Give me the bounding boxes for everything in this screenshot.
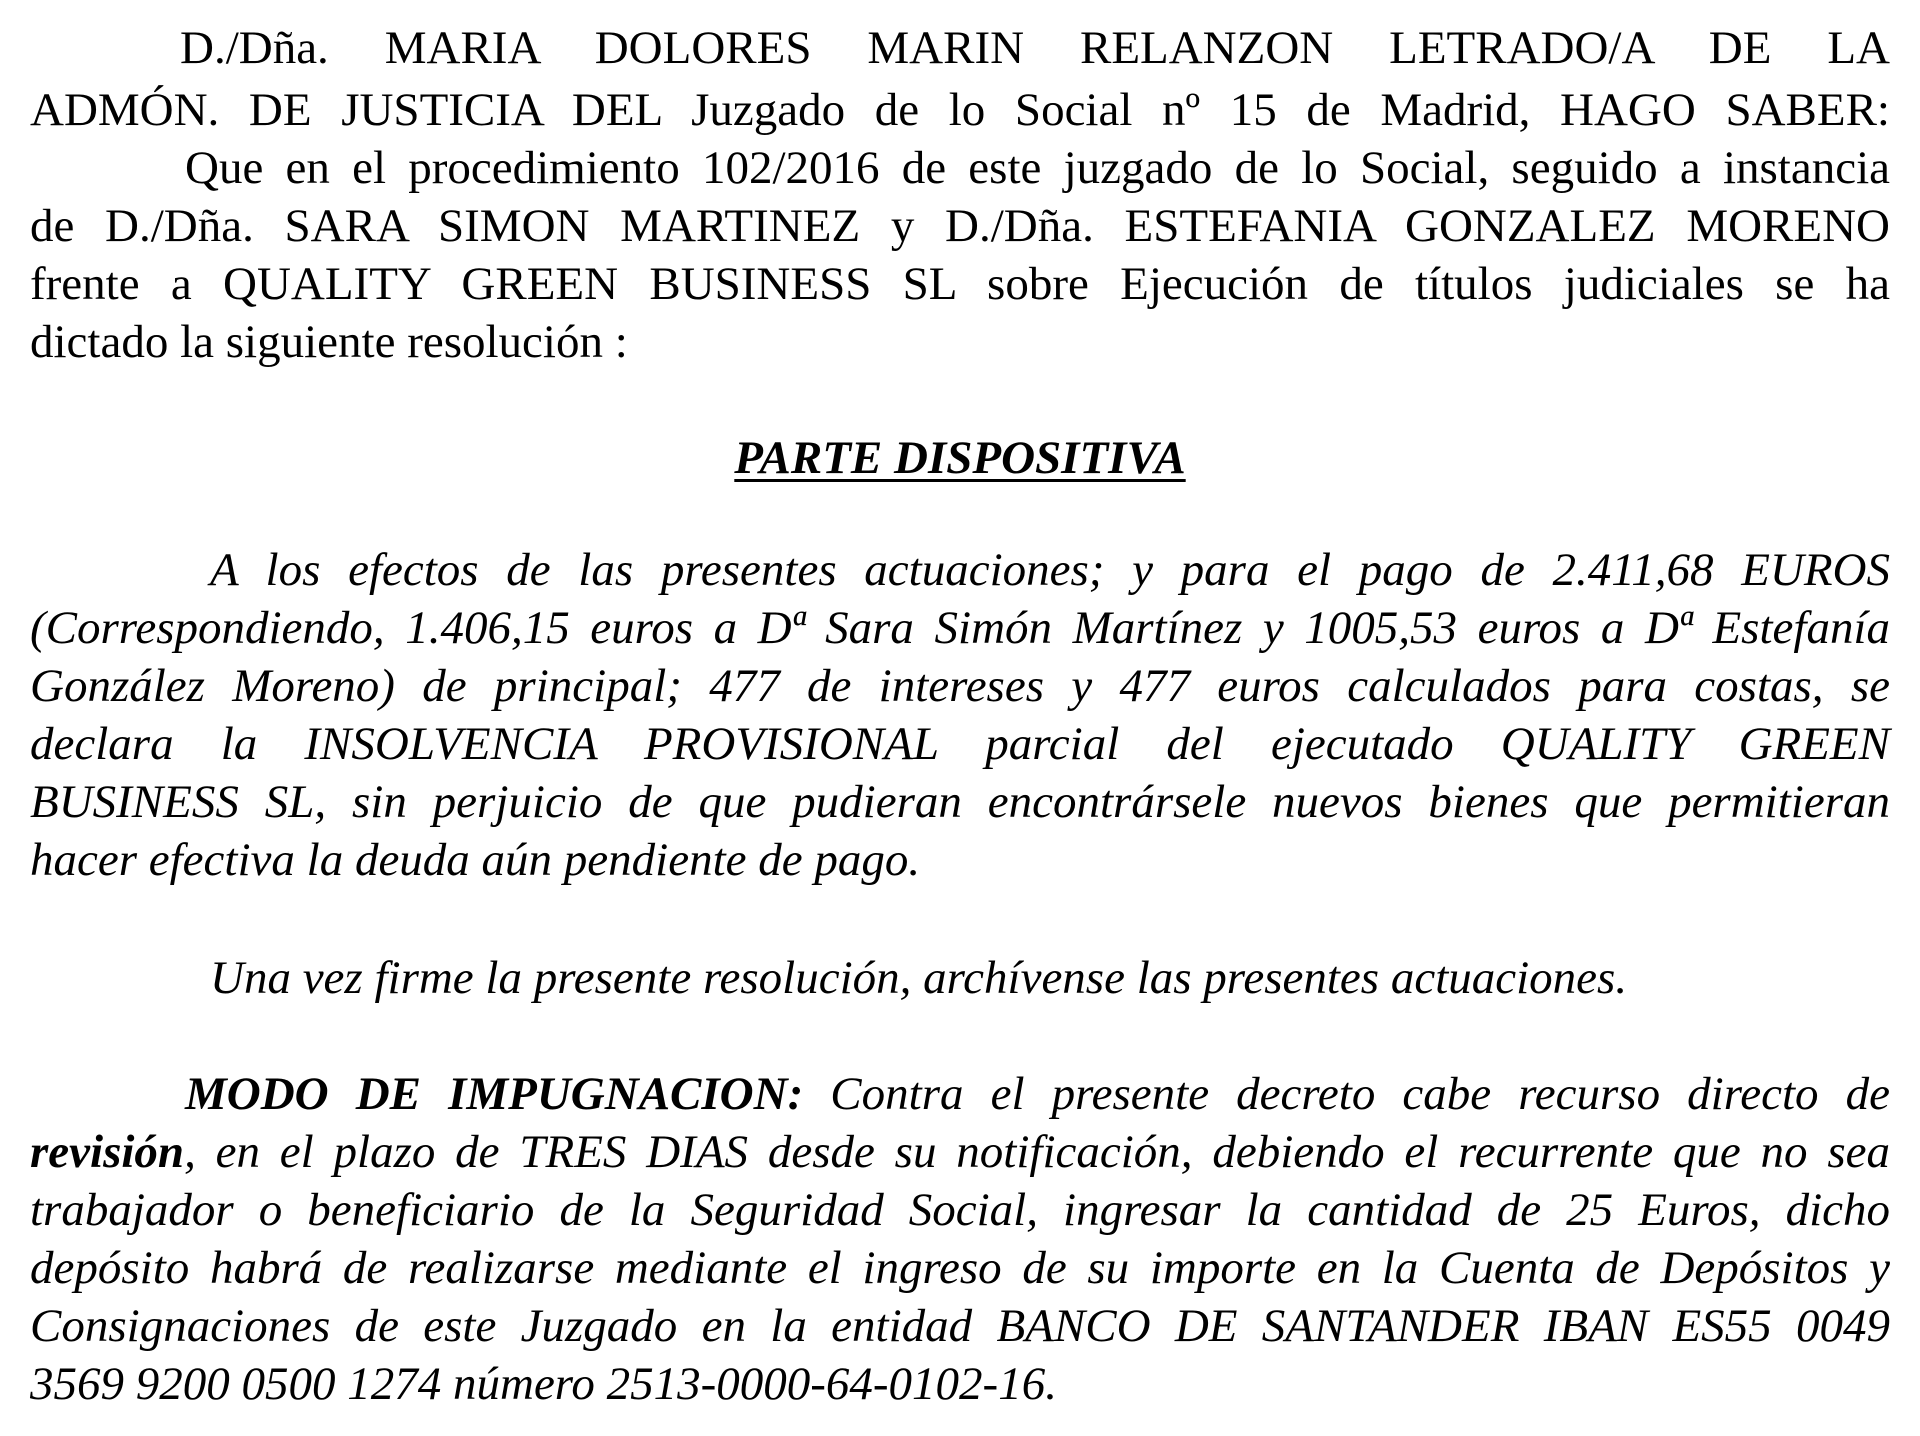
header-line-5: frente a QUALITY GREEN BUSINESS SL sobre Ejecución de títulos judiciales se ha bbox=[30, 258, 1890, 310]
dispositive-line-1: A los efectos de las presentes actuaciones; y para el pago de 2.411,68 EUROS bbox=[210, 544, 1890, 596]
impugnacion-line-2-text: , en el plazo de TRES DIAS desde su notificación, debiendo el recurrente que no sea bbox=[184, 1126, 1890, 1178]
impugnacion-line-4: depósito habrá de realizarse mediante el ingreso de su importe en la Cuenta de Depósitos y bbox=[30, 1242, 1890, 1294]
header-line-1: D./Dña. MARIA DOLORES MARIN RELANZON LETRADO/A DE LA bbox=[180, 22, 1890, 74]
section-title-text: PARTE DISPOSITIVA bbox=[734, 432, 1186, 484]
header-line-4: de D./Dña. SARA SIMON MARTINEZ y D./Dña. ESTEFANIA GONZALEZ MORENO bbox=[30, 200, 1890, 252]
impugnacion-line-6: 3569 9200 0500 1274 número 2513-0000-64-0102-16. bbox=[30, 1358, 1057, 1410]
header-line-3: Que en el procedimiento 102/2016 de este juzgado de lo Social, seguido a instancia bbox=[185, 142, 1890, 194]
section-title bbox=[30, 430, 1890, 486]
dispositive-line-3: González Moreno) de principal; 477 de intereses y 477 euros calculados para costas, se bbox=[30, 660, 1890, 712]
dispositive-line-6: hacer efectiva la deuda aún pendiente de pago. bbox=[30, 834, 921, 886]
impugnacion-line-3: trabajador o beneficiario de la Seguridad Social, ingresar la cantidad de 25 Euros, dicho bbox=[30, 1184, 1890, 1236]
dispositive-line-2: (Correspondiendo, 1.406,15 euros a Dª Sara Simón Martínez y 1005,53 euros a Dª Estefanía bbox=[30, 602, 1890, 654]
impugnacion-heading: MODO DE IMPUGNACION: bbox=[185, 1068, 804, 1120]
impugnacion-line-1-text: Contra el presente decreto cabe recurso directo de bbox=[803, 1068, 1890, 1120]
dispositive-line-4: declara la INSOLVENCIA PROVISIONAL parcial del ejecutado QUALITY GREEN bbox=[30, 718, 1890, 770]
revision-term: revisión bbox=[30, 1126, 185, 1178]
header-line-6: dictado la siguiente resolución : bbox=[30, 316, 628, 368]
header-line-2: ADMÓN. DE JUSTICIA DEL Juzgado de lo Social nº 15 de Madrid, HAGO SABER: bbox=[30, 84, 1890, 136]
archive-sentence: Una vez firme la presente resolución, archívense las presentes actuaciones. bbox=[210, 952, 1628, 1004]
impugnacion-line-5: Consignaciones de este Juzgado en la entidad BANCO DE SANTANDER IBAN ES55 0049 bbox=[30, 1300, 1890, 1352]
impugnacion-line-2 bbox=[30, 1124, 1890, 1180]
impugnacion-line-1 bbox=[185, 1066, 1890, 1122]
dispositive-line-5: BUSINESS SL, sin perjuicio de que pudieran encontrársele nuevos bienes que permitieran bbox=[30, 776, 1890, 828]
